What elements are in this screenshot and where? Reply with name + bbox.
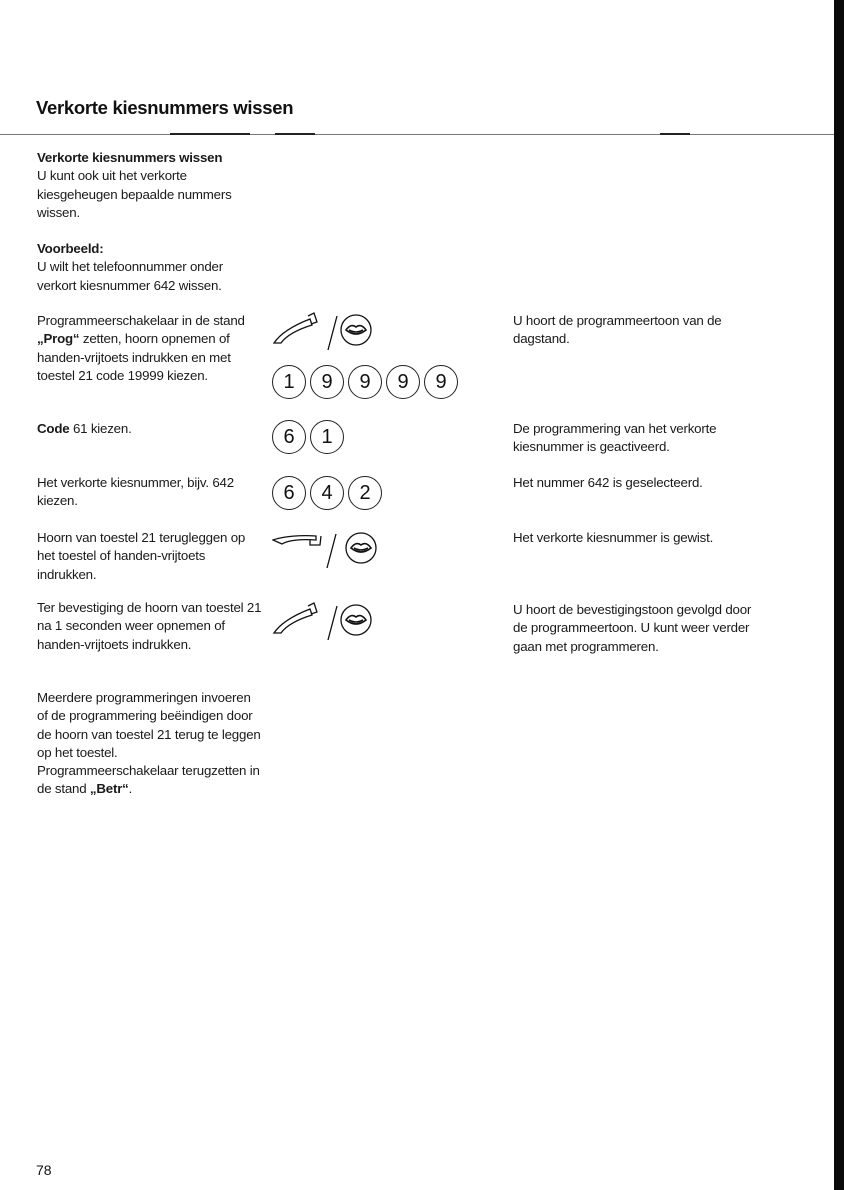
key-6: 6 (272, 420, 306, 454)
slash (328, 606, 337, 640)
scan-border (834, 0, 844, 1190)
step-2-result: De programmering van het verkorte kiesnummer is geactiveerd. (513, 421, 717, 455)
key-2: 2 (348, 476, 382, 510)
step-2-keys (272, 420, 344, 454)
step-2-instruction: Code 61 kiezen. (37, 421, 132, 436)
key-1: 1 (310, 420, 344, 454)
handset-hangup-icon (273, 536, 321, 545)
key-1: 1 (272, 365, 306, 399)
intro-section (37, 149, 262, 295)
handset-lift-icon (274, 603, 317, 633)
page-number: 78 (36, 1162, 52, 1178)
example-body: U wilt het telefoonnummer onder verkort kiesnummer 642 wissen. (37, 259, 223, 293)
divider-segment (660, 133, 690, 135)
step-3-instruction: Het verkorte kiesnummer, bijv. 642 kiezen. (37, 475, 234, 509)
step-1-result: U hoort de programmeertoon van de dagstand. (513, 313, 722, 347)
speaker-lips-icon (346, 533, 376, 563)
step-1-keys (272, 365, 458, 399)
speaker-lips-icon (341, 605, 371, 635)
title-divider (0, 134, 834, 135)
step-1-icons (272, 310, 382, 354)
key-6: 6 (272, 476, 306, 510)
divider-segment (275, 133, 315, 135)
step-4-result: Het verkorte kiesnummer is gewist. (513, 530, 714, 545)
step-5-instruction: Ter bevestiging de hoorn van toestel 21 na 1 seconden weer opnemen of handen-vrijtoets indrukken. (37, 600, 262, 652)
step-4-instruction: Hoorn van toestel 21 terugleggen op het toestel of handen-vrijtoets indrukken. (37, 530, 246, 582)
step-3-result: Het nummer 642 is geselecteerd. (513, 475, 703, 490)
step-1-instruction: Programmeerschakelaar in de stand „Prog“ zetten, hoorn opnemen of handen-vrijtoets indrukken en met toestel 21 code 19999 kiezen. (37, 313, 245, 383)
closing-note: Meerdere programmeringen invoeren of de programmering beëindigen door de hoorn van toestel 21 terug te leggen op het toestel. Programmeerschakelaar terugzetten in de stand „Betr“. (37, 690, 261, 797)
step-3-keys (272, 476, 382, 510)
mode-prog: „Prog“ (37, 331, 80, 347)
handset-lift-icon (274, 313, 317, 343)
intro-body: U kunt ook uit het verkorte kiesgeheugen bepaalde nummers wissen. (37, 168, 232, 220)
intro-heading: Verkorte kiesnummers wissen (37, 150, 223, 165)
step-5-icons (272, 600, 382, 644)
example-heading: Voorbeeld: (37, 241, 104, 257)
divider-segment (170, 133, 250, 135)
key-4: 4 (310, 476, 344, 510)
key-9: 9 (386, 365, 420, 399)
key-9: 9 (348, 365, 382, 399)
slash (328, 316, 337, 350)
page-title: Verkorte kiesnummers wissen (36, 97, 294, 118)
slash (327, 534, 336, 568)
step-4-icons (272, 528, 382, 572)
key-9: 9 (310, 365, 344, 399)
speaker-lips-icon (341, 315, 371, 345)
key-9: 9 (424, 365, 458, 399)
step-5-result: U hoort de bevestigingstoon gevolgd door de programmeertoon. U kunt weer verder gaan met programmeren. (513, 602, 752, 654)
mode-betr: „Betr“ (89, 781, 129, 797)
